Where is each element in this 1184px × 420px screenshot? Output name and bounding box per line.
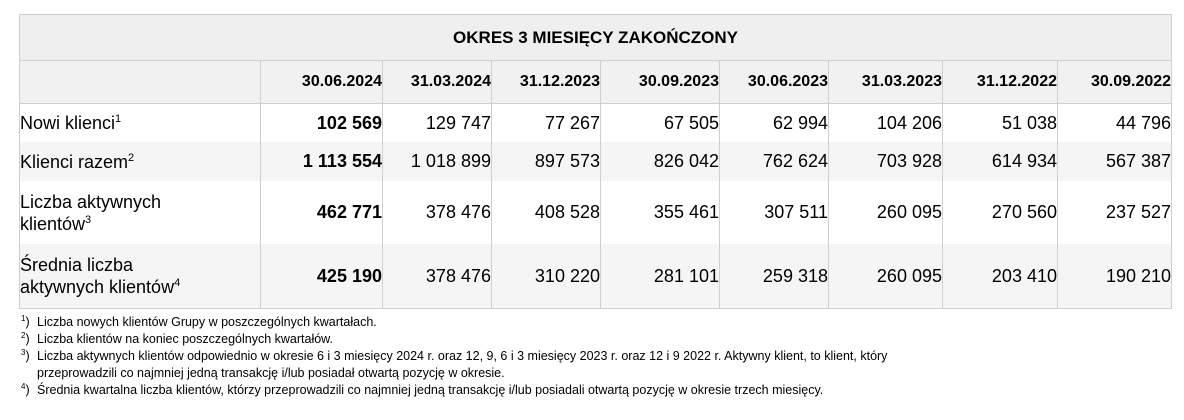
column-header: 30.06.2024 bbox=[261, 61, 383, 104]
table-cell: 355 461 bbox=[601, 181, 720, 244]
table-cell: 310 220 bbox=[492, 244, 601, 309]
table-cell: 104 206 bbox=[829, 104, 943, 143]
table-cell: 203 410 bbox=[943, 244, 1058, 309]
table-cell: 1 113 554 bbox=[261, 142, 383, 181]
table-cell: 425 190 bbox=[261, 244, 383, 309]
table-row bbox=[20, 104, 1172, 143]
row-label: Liczba aktywnych klientów$^3$ bbox=[20, 181, 261, 244]
table-cell: 270 560 bbox=[943, 181, 1058, 244]
table-cell: 77 267 bbox=[492, 104, 601, 143]
table-cell: 237 527 bbox=[1058, 181, 1172, 244]
footnote-marker: $^2$) bbox=[21, 330, 30, 346]
table-cell: 378 476 bbox=[383, 181, 492, 244]
column-header: 31.12.2023 bbox=[492, 61, 601, 104]
table-cell: 614 934 bbox=[943, 142, 1058, 181]
footnote-marker: $^4$) bbox=[21, 381, 30, 397]
row-label: Nowi klienci$^1$ bbox=[20, 104, 261, 143]
table-cell: 129 747 bbox=[383, 104, 492, 143]
header-corner bbox=[20, 61, 261, 104]
footnote-marker: $^1$) bbox=[21, 313, 30, 329]
table-cell: 762 624 bbox=[720, 142, 829, 181]
column-header: 31.03.2024 bbox=[383, 61, 492, 104]
table-cell: 260 095 bbox=[829, 244, 943, 309]
table-cell: 281 101 bbox=[601, 244, 720, 309]
quarterly-clients-table bbox=[19, 14, 1172, 309]
table-cell: 102 569 bbox=[261, 104, 383, 143]
footnotes bbox=[21, 314, 1161, 399]
footnote bbox=[21, 331, 1161, 348]
table-cell: 67 505 bbox=[601, 104, 720, 143]
footnote-text: Liczba nowych klientów Grupy w poszczególnych kwartałach. bbox=[37, 315, 377, 329]
footnote-text: Średnia kwartalna liczba klientów, którzy przeprowadzili co najmniej jedną transakcję i/lub posiadali otwartą pozycję w okresie trzech miesięcy. bbox=[37, 383, 824, 397]
footnote-marker: $^3$) bbox=[21, 347, 30, 363]
column-header-row bbox=[20, 61, 1172, 104]
table-cell: 703 928 bbox=[829, 142, 943, 181]
table-row bbox=[20, 181, 1172, 244]
table-cell: 897 573 bbox=[492, 142, 601, 181]
table-cell: 260 095 bbox=[829, 181, 943, 244]
footnote-text: przeprowadzili co najmniej jedną transakcję i/lub posiadał otwartą pozycję w okresie. bbox=[37, 366, 505, 380]
table-row bbox=[20, 142, 1172, 181]
column-header: 31.03.2023 bbox=[829, 61, 943, 104]
table-cell: 378 476 bbox=[383, 244, 492, 309]
table-cell: 259 318 bbox=[720, 244, 829, 309]
footnote-text: Liczba aktywnych klientów odpowiednio w okresie 6 i 3 miesięcy 2024 r. oraz 12, 9, 6 i 3 miesięcy 2023 r. oraz 12 i 9 2022 r. Aktywny klient, to klient, który bbox=[37, 349, 888, 363]
column-header: 30.09.2023 bbox=[601, 61, 720, 104]
column-header: 31.12.2022 bbox=[943, 61, 1058, 104]
footnote-text: Liczba klientów na koniec poszczególnych kwartałów. bbox=[37, 332, 333, 346]
table-cell: 408 528 bbox=[492, 181, 601, 244]
table-cell: 567 387 bbox=[1058, 142, 1172, 181]
column-header: 30.06.2023 bbox=[720, 61, 829, 104]
table-row bbox=[20, 244, 1172, 309]
table-cell: 62 994 bbox=[720, 104, 829, 143]
table-title: OKRES 3 MIESIĘCY ZAKOŃCZONY bbox=[20, 15, 1172, 61]
table-cell: 51 038 bbox=[943, 104, 1058, 143]
table-cell: 307 511 bbox=[720, 181, 829, 244]
table-cell: 44 796 bbox=[1058, 104, 1172, 143]
row-label: Klienci razem$^2$ bbox=[20, 142, 261, 181]
table-cell: 826 042 bbox=[601, 142, 720, 181]
row-label: Średnia liczba aktywnych klientów$^4$ bbox=[20, 244, 261, 309]
table-cell: 1 018 899 bbox=[383, 142, 492, 181]
footnote bbox=[21, 382, 1161, 399]
footnote bbox=[21, 348, 1161, 382]
table-cell: 190 210 bbox=[1058, 244, 1172, 309]
table-cell: 462 771 bbox=[261, 181, 383, 244]
column-header: 30.09.2022 bbox=[1058, 61, 1172, 104]
footnote bbox=[21, 314, 1161, 331]
